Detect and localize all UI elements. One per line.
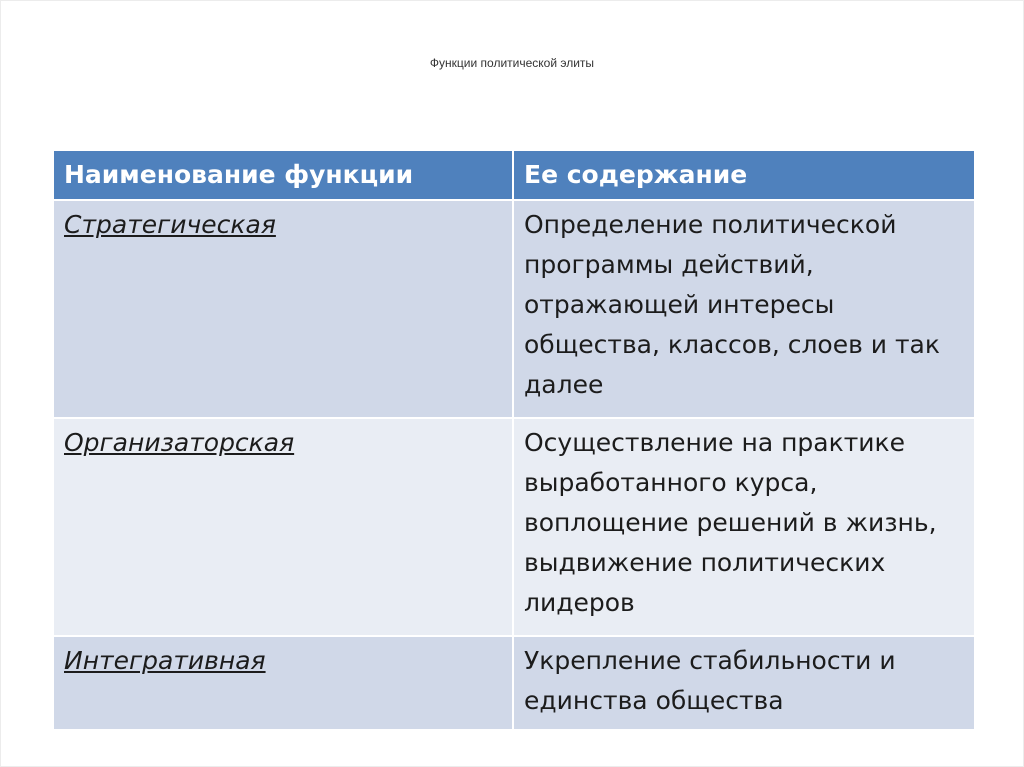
function-content-cell: Определение политической программы действий, отражающей интересы общества, классов, слоев и так далее (513, 200, 975, 418)
slide-title: Функции политической элиты (429, 56, 595, 70)
function-name-cell (53, 418, 513, 636)
function-content-cell: Осуществление на практике выработанного курса, воплощение решений в жизнь, выдвижение политических лидеров (513, 418, 975, 636)
table-header-row (53, 150, 975, 200)
table-row (53, 200, 975, 418)
function-name: Стратегическая (64, 210, 276, 239)
functions-table (52, 149, 976, 731)
header-function-content: Ее содержание (513, 150, 975, 200)
function-name: Интегративная (64, 646, 266, 675)
function-name-cell (53, 200, 513, 418)
header-function-name: Наименование функции (53, 150, 513, 200)
table-row (53, 418, 975, 636)
table-row (53, 636, 975, 730)
function-name-cell (53, 636, 513, 730)
function-name: Организаторская (64, 428, 295, 457)
function-content-cell: Укрепление стабильности и единства общества (513, 636, 975, 730)
